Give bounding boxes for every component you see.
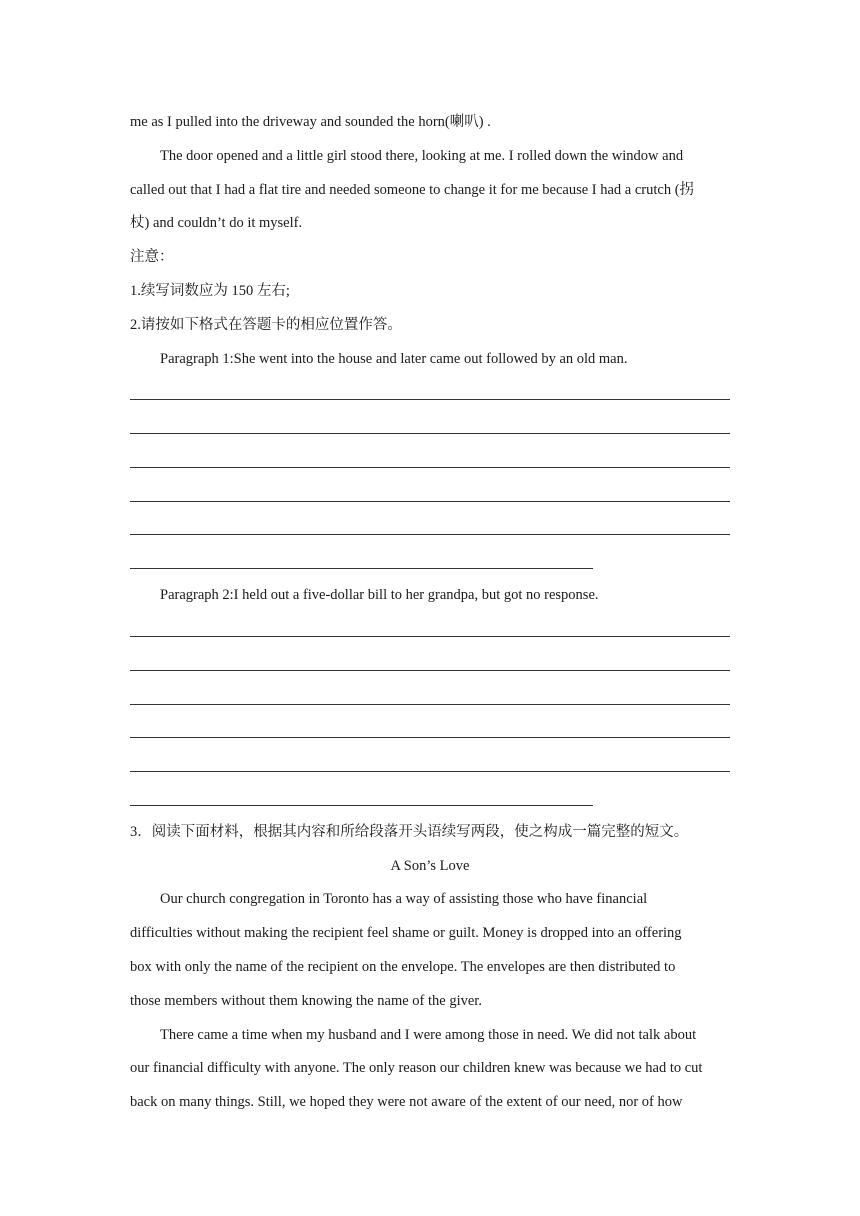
answer-line[interactable] <box>130 534 730 535</box>
answer-line[interactable] <box>130 467 730 468</box>
answer-line[interactable] <box>130 636 730 637</box>
answer-line[interactable] <box>130 501 730 502</box>
answer-line[interactable] <box>130 771 730 772</box>
passage-line: 杖) and couldn’t do it myself. <box>130 215 303 231</box>
passage-line: me as I pulled into the driveway and sounded the horn(喇叭) . <box>130 114 491 130</box>
story-line: back on many things. Still, we hoped they were not aware of the extent of our need, nor of how <box>130 1094 683 1110</box>
answer-line[interactable] <box>130 433 730 434</box>
passage-line: The door opened and a little girl stood there, looking at me. I rolled down the window and <box>160 148 684 164</box>
story-line: difficulties without making the recipient feel shame or guilt. Money is dropped into an offering <box>130 925 682 941</box>
note-item: 2.请按如下格式在答题卡的相应位置作答。 <box>130 317 402 333</box>
answer-line[interactable] <box>130 399 730 400</box>
question3-instruction: 3．阅读下面材料，根据其内容和所给段落开头语续写两段，使之构成一篇完整的短文。 <box>130 824 689 840</box>
story-title: A Son’s Love <box>390 858 470 874</box>
story-line: Our church congregation in Toronto has a way of assisting those who have financial <box>160 891 648 907</box>
passage-line: called out that I had a flat tire and needed someone to change it for me because I had a crutch (拐 <box>130 182 695 198</box>
answer-line[interactable] <box>130 805 593 806</box>
note-item: 1.续写词数应为 150 左右; <box>130 283 290 299</box>
notes-heading: 注意： <box>130 249 174 265</box>
answer-line[interactable] <box>130 704 730 705</box>
paragraph1-prompt: Paragraph 1:She went into the house and later came out followed by an old man. <box>160 351 628 367</box>
paragraph2-prompt: Paragraph 2:I held out a five-dollar bill to her grandpa, but got no response. <box>160 587 599 603</box>
answer-line[interactable] <box>130 568 593 569</box>
story-line: box with only the name of the recipient on the envelope. The envelopes are then distributed to <box>130 959 676 975</box>
story-line: There came a time when my husband and I were among those in need. We did not talk about <box>160 1027 697 1043</box>
answer-line[interactable] <box>130 670 730 671</box>
story-line: our financial difficulty with anyone. The only reason our children knew was because we had to cut <box>130 1060 703 1076</box>
story-line: those members without them knowing the name of the giver. <box>130 993 482 1009</box>
answer-line[interactable] <box>130 737 730 738</box>
